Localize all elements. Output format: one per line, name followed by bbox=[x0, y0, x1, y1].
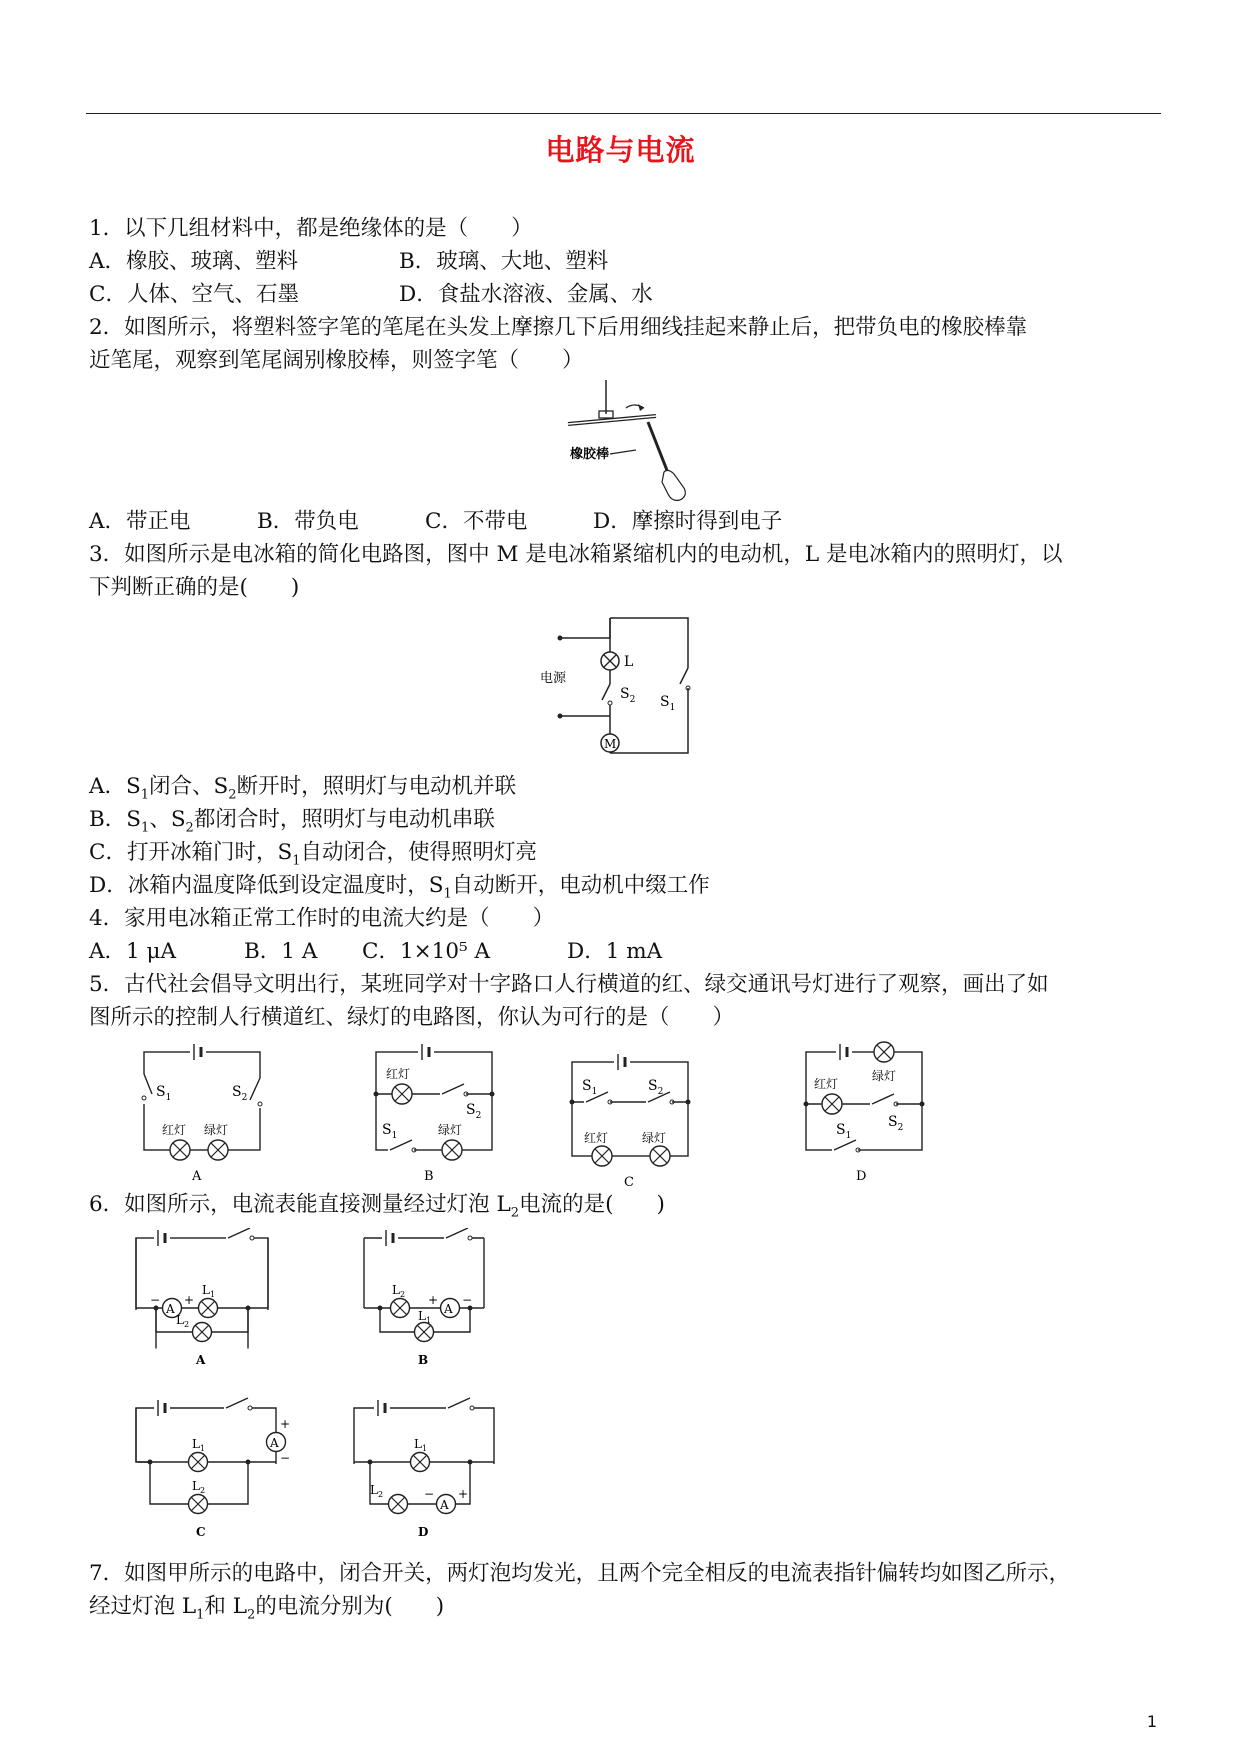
q6-stem: 6．如图所示，电流表能直接测量经过灯泡 $L_2$电流的是( ) bbox=[89, 1192, 665, 1221]
q5-label-a: A bbox=[192, 1169, 202, 1184]
q4-options bbox=[89, 937, 662, 967]
q3-figure bbox=[540, 608, 700, 758]
q6-d-l2: $L_2$ bbox=[370, 1483, 384, 1499]
q1-options-row1 bbox=[89, 247, 608, 277]
q5-d-red-label: 红灯 bbox=[814, 1077, 839, 1091]
header-rule bbox=[86, 113, 1161, 114]
q2-stem-line1: 2．如图所示，将塑料签字笔的笔尾在头发上摩擦几下后用细线挂起来静止后，把带负电的橡胶棒靠 bbox=[89, 315, 1028, 340]
q5-b-s1-label: $S_1$ bbox=[382, 1122, 398, 1141]
q6-d-plus: + bbox=[458, 1487, 469, 1501]
q2-stem-line2: 近笔尾，观察到笔尾阔别橡胶棒，则签字笔（ ） bbox=[89, 348, 584, 373]
q6-b-plus: + bbox=[428, 1293, 439, 1307]
q6-b-ammeter: A bbox=[444, 1302, 453, 1316]
q5-d-s2-label: $S_2$ bbox=[888, 1114, 904, 1133]
q7-stem-line1: 7．如图甲所示的电路中，闭合开关，两灯泡均发光，且两个完全相反的电流表指针偏转均如图乙所示， bbox=[89, 1561, 1071, 1586]
q3-switch-s1-label: $S_1$ bbox=[660, 694, 676, 713]
q1-option-d: D．食盐水溶液、金属、水 bbox=[399, 282, 653, 307]
q5-label-d: D bbox=[856, 1169, 867, 1184]
q1-option-c: C．人体、空气、石墨 bbox=[89, 282, 299, 307]
q6-label-c: C bbox=[196, 1525, 206, 1539]
q6-label-d: D bbox=[418, 1525, 429, 1539]
q5-b-red-label: 红灯 bbox=[386, 1067, 411, 1081]
q1-options-row2 bbox=[89, 280, 653, 310]
q5-a-green-label: 绿灯 bbox=[204, 1123, 229, 1137]
q5-c-s1-label: $S_1$ bbox=[582, 1078, 598, 1097]
q3-option-a: A．$S_1$闭合、$S_2$断开时，照明灯与电动机并联 bbox=[89, 774, 517, 803]
q5-label-c: C bbox=[624, 1175, 634, 1188]
motor-label: M bbox=[604, 737, 617, 751]
source-label: 电源 bbox=[540, 671, 567, 686]
q6-figure bbox=[120, 1228, 560, 1548]
q3-option-c: C．打开冰箱门时，$S_1$自动闭合，使得照明灯亮 bbox=[89, 840, 537, 869]
q4-stem: 4．家用电冰箱正常工作时的电流大约是（ ） bbox=[89, 906, 555, 931]
q2-option-b: B．带负电 bbox=[257, 509, 359, 534]
q5-a-s1-label: $S_1$ bbox=[156, 1084, 172, 1103]
q6-d-ammeter: A bbox=[440, 1498, 449, 1512]
q6-d-l1: $L_1$ bbox=[414, 1437, 428, 1453]
q6-label-b: B bbox=[418, 1353, 429, 1367]
q2-figure bbox=[560, 378, 700, 506]
lamp-label: L bbox=[624, 654, 634, 670]
q5-circuit-d bbox=[804, 1042, 925, 1184]
page-title: 电路与电流 bbox=[545, 133, 696, 167]
q4-option-c: C．1×10⁵ A bbox=[362, 939, 490, 964]
q5-a-red-label: 红灯 bbox=[162, 1123, 187, 1137]
q5-d-s1-label: $S_1$ bbox=[836, 1122, 852, 1141]
q7-stem-line2: 经过灯泡 $L_1$和 $L_2$的电流分别为( ) bbox=[89, 1594, 445, 1623]
q6-label-a: A bbox=[196, 1353, 206, 1367]
q5-c-red-label: 红灯 bbox=[584, 1131, 609, 1145]
q2-option-a: A．带正电 bbox=[89, 509, 191, 534]
q5-circuit-c bbox=[570, 1054, 691, 1188]
q5-figure bbox=[120, 1038, 940, 1188]
q5-c-green-label: 绿灯 bbox=[642, 1131, 667, 1145]
q1-stem: 1．以下几组材料中，都是绝缘体的是（ ） bbox=[89, 216, 533, 241]
q6-circuit-d bbox=[348, 1398, 500, 1539]
q5-label-b: B bbox=[424, 1169, 434, 1184]
q3-stem-line2: 下判断正确的是( ) bbox=[89, 575, 300, 600]
q6-a-ammeter: A bbox=[166, 1302, 175, 1316]
q6-circuit-c bbox=[136, 1398, 290, 1539]
q2-option-c: C．不带电 bbox=[425, 509, 528, 534]
q6-circuit-a bbox=[132, 1228, 272, 1367]
q5-circuit-b bbox=[374, 1044, 495, 1184]
q5-d-green-label: 绿灯 bbox=[872, 1069, 897, 1083]
q5-c-s2-label: $S_2$ bbox=[648, 1078, 664, 1097]
q4-option-d: D．1 mA bbox=[567, 939, 663, 964]
q6-c-l2: $L_2$ bbox=[192, 1479, 206, 1495]
q6-a-plus: + bbox=[184, 1293, 195, 1307]
q6-a-l1: $L_1$ bbox=[202, 1283, 216, 1299]
q1-option-a: A．橡胶、玻璃、塑料 bbox=[89, 249, 299, 274]
q6-a-l2: $L_2$ bbox=[176, 1313, 190, 1329]
q6-c-l1: $L_1$ bbox=[192, 1437, 206, 1453]
q6-b-minus: − bbox=[462, 1293, 473, 1307]
q5-b-s2-label: $S_2$ bbox=[466, 1102, 482, 1121]
q5-a-s2-label: $S_2$ bbox=[232, 1084, 248, 1103]
q5-stem-line1: 5．古代社会倡导文明出行，某班同学对十字路口人行横道的红、绿交通讯号灯进行了观察，画出了如 bbox=[89, 972, 1049, 997]
q5-circuit-a bbox=[138, 1044, 266, 1184]
q4-option-b: B．1 A bbox=[244, 939, 318, 964]
q3-option-d: D．冰箱内温度降低到设定温度时，$S_1$自动断开，电动机中缀工作 bbox=[89, 873, 710, 902]
page-number: 1 bbox=[1146, 1712, 1157, 1731]
q6-c-plus: + bbox=[280, 1417, 291, 1431]
q6-c-ammeter: A bbox=[270, 1436, 279, 1450]
q6-circuit-b bbox=[364, 1228, 484, 1367]
q5-stem-line2: 图所示的控制人行横道红、绿灯的电路图，你认为可行的是（ ） bbox=[89, 1005, 735, 1030]
q3-switch-s2-label: $S_2$ bbox=[620, 686, 636, 705]
q5-b-green-label: 绿灯 bbox=[438, 1123, 463, 1137]
q2-options bbox=[89, 507, 782, 537]
q4-option-a: A．1 μA bbox=[89, 939, 177, 964]
q6-a-minus: − bbox=[150, 1293, 161, 1307]
q2-option-d: D．摩擦时得到电子 bbox=[593, 509, 783, 534]
q1-option-b: B．玻璃、大地、塑料 bbox=[399, 249, 609, 274]
q6-c-minus: − bbox=[280, 1451, 291, 1465]
q3-option-b: B．$S_1$、$S_2$都闭合时，照明灯与电动机串联 bbox=[89, 807, 495, 836]
q6-d-minus: − bbox=[424, 1487, 435, 1501]
q6-b-l2: $L_2$ bbox=[392, 1283, 406, 1299]
q3-stem-line1: 3．如图所示是电冰箱的简化电路图，图中 M 是电冰箱紧缩机内的电动机，L 是电冰箱内的照明灯，以 bbox=[89, 542, 1063, 567]
rubber-rod-label: 橡胶棒 bbox=[570, 447, 610, 462]
q6-b-l1: $L_1$ bbox=[418, 1309, 432, 1325]
